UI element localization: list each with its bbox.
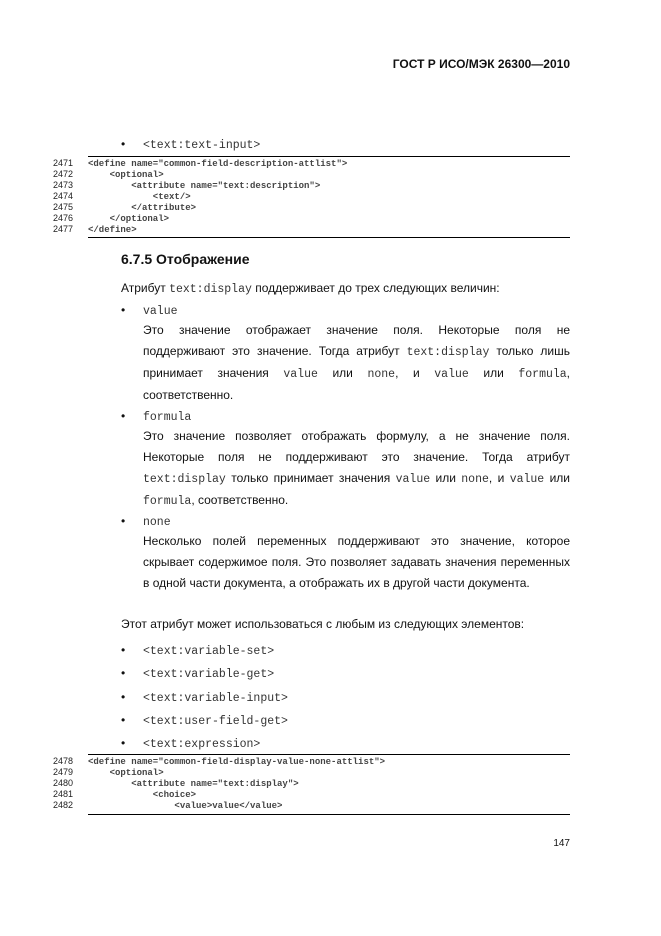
desc-text: или bbox=[430, 471, 462, 485]
desc-text: , и bbox=[488, 471, 510, 485]
element-code: <text:expression> bbox=[143, 738, 261, 751]
intro-paragraph bbox=[121, 278, 581, 300]
code-text: </optional> bbox=[88, 214, 170, 224]
bullet: • bbox=[121, 137, 126, 151]
inline-code: text:display bbox=[406, 346, 490, 359]
value-name: none bbox=[143, 516, 171, 529]
inline-code: formula bbox=[518, 368, 567, 381]
desc-text: только лишь принимает значения bbox=[143, 344, 570, 380]
bullet: • bbox=[121, 409, 126, 423]
code-line bbox=[53, 180, 570, 191]
desc-text: , соответственно. bbox=[191, 493, 289, 507]
intro-text: поддерживает до трех следующих величин: bbox=[251, 281, 500, 295]
code-block-2 bbox=[53, 754, 570, 815]
code-line bbox=[53, 191, 570, 202]
formula-description bbox=[143, 426, 570, 512]
code-block-1 bbox=[53, 156, 570, 238]
bullet: • bbox=[121, 666, 126, 680]
inline-code: none bbox=[367, 368, 396, 381]
list-item bbox=[121, 303, 178, 319]
inline-code: text:display bbox=[143, 473, 226, 486]
line-number: 2473 bbox=[53, 180, 74, 190]
desc-text: Это значение позволяет отображать формулу, а не значение поля. Некоторые поля не поддерживают это значение. Тогда атрибут bbox=[143, 429, 570, 464]
code-text: <attribute name="text:description"> bbox=[88, 181, 321, 191]
desc-text: , и bbox=[395, 366, 435, 380]
bullet: • bbox=[121, 303, 126, 317]
list-item bbox=[121, 666, 274, 682]
line-number: 2482 bbox=[53, 800, 74, 810]
bullet: • bbox=[121, 736, 126, 750]
elements-intro: Этот атрибут может использоваться с любым из следующих элементов: bbox=[121, 617, 525, 631]
line-number: 2471 bbox=[53, 158, 74, 168]
code-line bbox=[53, 202, 570, 213]
desc-text: только принимает значения bbox=[225, 471, 396, 485]
code-text: <choice> bbox=[88, 790, 197, 800]
bullet: • bbox=[121, 514, 126, 528]
none-description: Несколько полей переменных поддерживают это значение, которое скрывает содержимое поля. Это позволяет задавать значения переменных в одной части документа, а отображать их в другой части документа. bbox=[143, 534, 570, 590]
document-header: ГОСТ Р ИСО/МЭК 26300—2010 bbox=[392, 57, 570, 71]
bullet: • bbox=[121, 690, 126, 704]
line-number: 2480 bbox=[53, 778, 74, 788]
code-text: <value>value</value> bbox=[88, 801, 283, 811]
code-line bbox=[53, 767, 570, 778]
desc-text: или bbox=[468, 366, 519, 380]
bullet: • bbox=[121, 713, 126, 727]
line-number: 2476 bbox=[53, 213, 74, 223]
inline-code: none bbox=[461, 473, 489, 486]
line-number: 2479 bbox=[53, 767, 74, 777]
code-line bbox=[53, 756, 570, 767]
line-number: 2477 bbox=[53, 224, 74, 234]
code-line bbox=[53, 158, 570, 169]
section-title: 6.7.5 Отображение bbox=[121, 251, 250, 267]
code-text: <optional> bbox=[88, 768, 164, 778]
value-description bbox=[143, 320, 570, 406]
list-item bbox=[121, 643, 274, 659]
code-text: <optional> bbox=[88, 170, 164, 180]
code-text: <text/> bbox=[88, 192, 191, 202]
element-code: <text:variable-input> bbox=[143, 692, 288, 705]
list-item bbox=[121, 736, 260, 752]
code-line bbox=[53, 778, 570, 789]
code-line bbox=[53, 800, 570, 811]
bullet: • bbox=[121, 643, 126, 657]
line-number: 2475 bbox=[53, 202, 74, 212]
element-code: <text:user-field-get> bbox=[143, 715, 288, 728]
code-text: <define name="common-field-description-attlist"> bbox=[88, 159, 348, 169]
line-number: 2478 bbox=[53, 756, 74, 766]
value-name: value bbox=[143, 305, 178, 318]
inline-code: value bbox=[434, 368, 469, 381]
element-code: <text:text-input> bbox=[143, 139, 261, 152]
list-item bbox=[121, 137, 260, 153]
inline-code: value bbox=[283, 368, 318, 381]
page-number: 147 bbox=[553, 838, 570, 849]
desc-text: , соответственно. bbox=[143, 366, 571, 402]
list-item bbox=[121, 713, 288, 729]
list-item bbox=[121, 690, 288, 706]
list-item bbox=[121, 514, 171, 530]
code-line bbox=[53, 169, 570, 180]
value-name: formula bbox=[143, 411, 192, 424]
line-number: 2481 bbox=[53, 789, 74, 799]
code-text: </attribute> bbox=[88, 203, 197, 213]
code-line bbox=[53, 224, 570, 235]
code-text: </define> bbox=[88, 225, 137, 235]
inline-code: text:display bbox=[169, 283, 252, 296]
code-text: <attribute name="text:display"> bbox=[88, 779, 299, 789]
line-number: 2474 bbox=[53, 191, 74, 201]
element-code: <text:variable-set> bbox=[143, 645, 275, 658]
inline-code: value bbox=[395, 473, 431, 486]
desc-text: Это значение отображает значение поля. Некоторые поля не поддерживают это значение. Тогда атрибут bbox=[143, 323, 570, 358]
inline-code: formula bbox=[143, 495, 192, 508]
desc-text: или bbox=[544, 471, 570, 485]
code-text: <define name="common-field-display-value-none-attlist"> bbox=[88, 757, 386, 767]
intro-text: Атрибут bbox=[121, 281, 170, 295]
line-number: 2472 bbox=[53, 169, 74, 179]
element-code: <text:variable-get> bbox=[143, 668, 275, 681]
list-item bbox=[121, 409, 191, 425]
inline-code: value bbox=[509, 473, 545, 486]
code-line bbox=[53, 213, 570, 224]
desc-text: или bbox=[317, 366, 368, 380]
code-line bbox=[53, 789, 570, 800]
